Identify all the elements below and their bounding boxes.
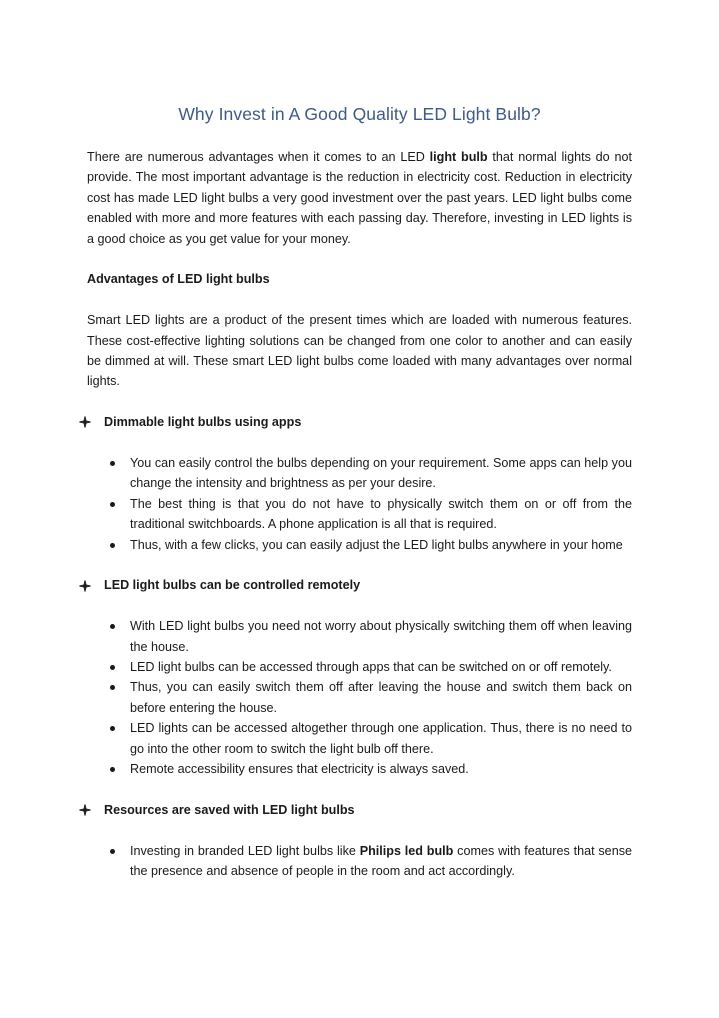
bullet-dot-icon — [110, 726, 115, 731]
bullet-list-remote — [87, 616, 632, 779]
list-item-text: Remote accessibility ensures that electricity is always saved. — [130, 762, 469, 777]
list-item-text: You can easily control the bulbs depending on your requirement. Some apps can help you change the intensity and brightness as per your desire. — [130, 456, 632, 491]
diamond-bullet-icon — [78, 412, 92, 432]
intro-text-end: that normal lights do not provide. The most important advantage is the reduction in electricity cost. Reduction in electricity cost has made LED light bulbs a very good investment over the past years. LED light bulbs come enabled with more and more features with each passing day. Therefore, investing in LED lights is a good choice as you get value for your money. — [87, 150, 632, 246]
intro-paragraph — [87, 147, 632, 249]
light-bulb-link-text: light bulb — [429, 150, 488, 164]
spacer — [87, 820, 632, 840]
spacer — [87, 433, 632, 453]
advantages-paragraph: Smart LED lights are a product of the present times which are loaded with numerous features. These cost-effective lighting solutions can be changed from one color to another and can easily be dimmed at will. These smart LED light bulbs come loaded with many advantages over normal lights. — [87, 313, 632, 389]
diamond-bullet-icon — [78, 800, 92, 820]
bullet-dot-icon — [110, 685, 115, 690]
bullet-list-resources — [87, 841, 632, 882]
bullet-dot-icon — [110, 767, 115, 772]
list-item — [130, 535, 632, 555]
bullet-dot-icon — [110, 502, 115, 507]
spacer — [87, 555, 632, 575]
list-item-text: With LED light bulbs you need not worry about physically switching them off when leaving the house. — [130, 619, 632, 654]
list-item-text: Investing in branded LED light bulbs like — [130, 843, 360, 858]
intro-text-start: There are numerous advantages when it comes to an LED — [87, 150, 430, 164]
section-heading-text: LED light bulbs can be controlled remotely — [104, 578, 361, 593]
section-heading-text: Dimmable light bulbs using apps — [104, 415, 302, 430]
list-item-text: Thus, with a few clicks, you can easily adjust the LED light bulbs anywhere in your home — [130, 537, 623, 552]
list-item-text: comes with features that sense the presence and absence of people in the room and act accordingly. — [130, 843, 632, 879]
bullet-list-dimmable — [87, 453, 632, 555]
spacer — [87, 596, 632, 616]
philips-led-bulb-text: Philips led bulb — [359, 843, 454, 858]
section-heading-text: Resources are saved with LED light bulbs — [104, 802, 355, 817]
list-item — [130, 677, 632, 718]
list-item-text: LED lights can be accessed altogether through one application. Thus, there is no need to go into the other room to switch the light bulb off there. — [130, 721, 632, 756]
list-item — [130, 453, 632, 494]
spacer — [87, 780, 632, 800]
section-heading-remote — [78, 575, 632, 595]
spacer — [87, 392, 632, 412]
bullet-dot-icon — [110, 665, 115, 670]
document-page — [87, 100, 632, 882]
list-item-text: Thus, you can easily switch them off after leaving the house and switch them back on before entering the house. — [130, 680, 632, 715]
bullet-dot-icon — [110, 543, 115, 548]
list-item-text: LED light bulbs can be accessed through apps that can be switched on or off remotely. — [130, 660, 612, 675]
list-item — [130, 718, 632, 759]
bullet-dot-icon — [110, 461, 115, 466]
advantages-heading: Advantages of LED light bulbs — [87, 272, 270, 287]
spacer — [87, 290, 632, 310]
section-heading-dimmable — [78, 412, 632, 432]
diamond-bullet-icon — [78, 575, 92, 595]
list-item — [130, 616, 632, 657]
list-item — [130, 759, 632, 779]
page-title: Why Invest in A Good Quality LED Light Bulb? — [178, 104, 541, 124]
list-item — [130, 494, 632, 535]
spacer — [87, 249, 632, 269]
list-item-text: The best thing is that you do not have to physically switch them on or off from the traditional switchboards. A phone application is all that is required. — [130, 496, 632, 532]
list-item — [130, 841, 632, 882]
bullet-dot-icon — [110, 849, 115, 854]
list-item — [130, 657, 632, 677]
bullet-dot-icon — [110, 624, 115, 629]
section-heading-resources — [78, 800, 632, 820]
